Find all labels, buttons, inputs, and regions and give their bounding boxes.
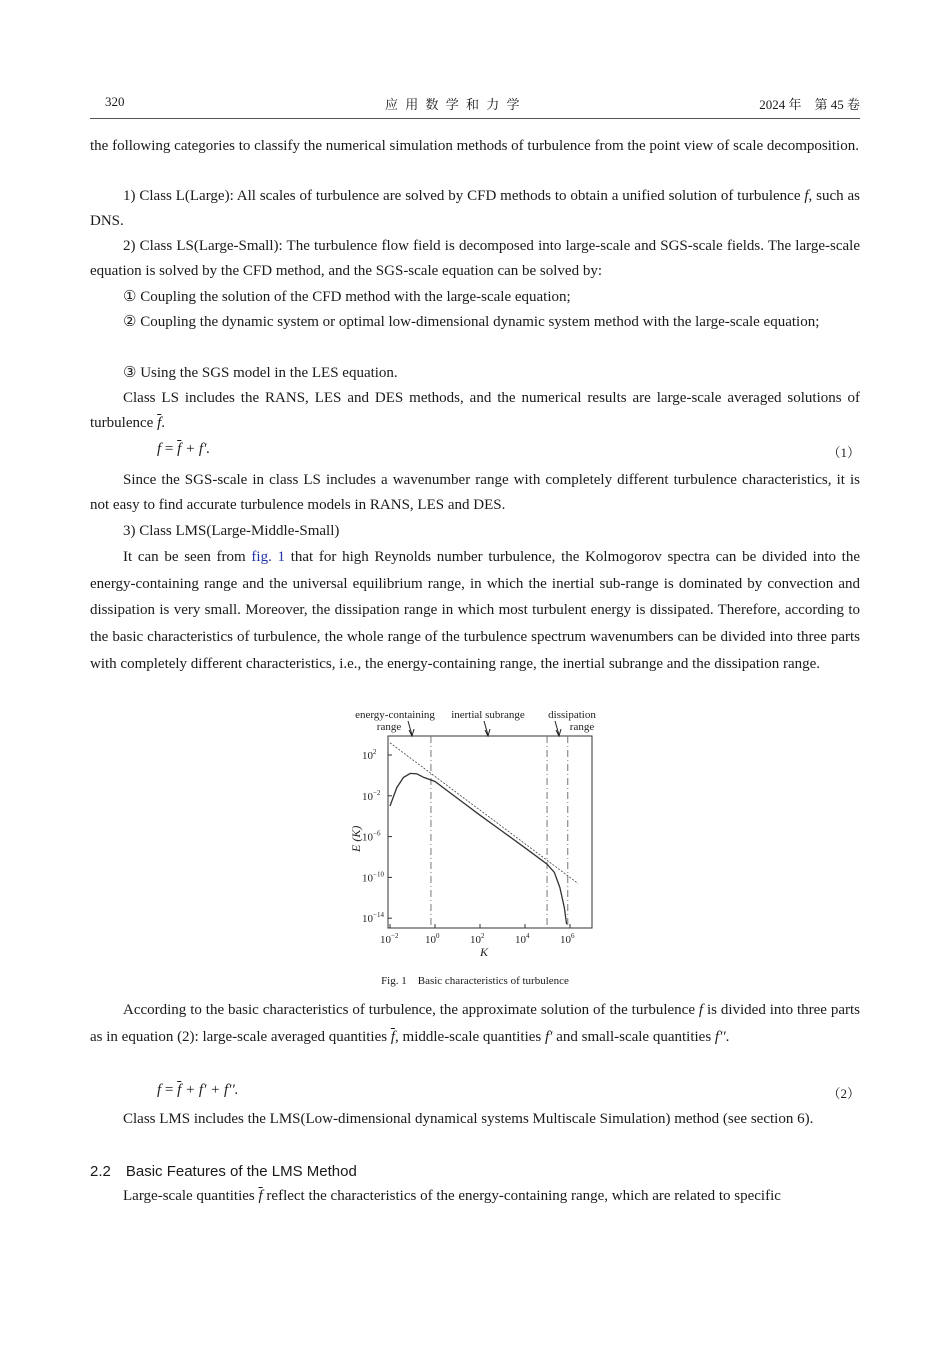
text: Class LS includes the RANS, LES and DES methods, and the numerical results are large-scale averaged solutions of turbulence xyxy=(90,390,860,431)
journal-title: 应 用 数 学 和 力 学 xyxy=(385,97,522,112)
text: It can be seen from xyxy=(123,549,252,565)
y-tick-label: $10^{-10}$ xyxy=(362,870,384,885)
equation-number: （2） xyxy=(827,1086,860,1101)
x-tick-label: $10^{-2}$ xyxy=(380,932,399,946)
list-item: ③ Using the SGS model in the LES equation. xyxy=(123,365,398,381)
x-axis-label: K xyxy=(480,945,489,959)
text: 1) Class L(Large): All scales of turbulence are solved by CFD methods to obtain a unified solution of turbulence xyxy=(123,188,805,204)
math-fbar: $\overline{f}$ xyxy=(157,415,162,431)
x-tick-label: $10^4$ xyxy=(515,932,530,946)
x-tick-label: $10^2$ xyxy=(470,932,485,946)
y-tick-label: $10^2$ xyxy=(362,748,377,762)
x-tick-label: $10^6$ xyxy=(560,932,575,946)
y-tick-label: $10^{-6}$ xyxy=(362,829,381,844)
paragraph: the following categories to classify the numerical simulation methods of turbulence from the point view of scale decomposition. xyxy=(90,138,859,154)
range-annotation: energy-containing xyxy=(355,709,435,721)
paragraph: 2) Class LS(Large-Small): The turbulence flow field is decomposed into large-scale and SGS-scale fields. The large-scale equation is solved by the CFD method, and the SGS-scale equation can be solved by: xyxy=(90,238,860,279)
page-number: 320 xyxy=(105,94,125,109)
range-annotation: range xyxy=(569,721,595,733)
plot-frame xyxy=(388,736,592,928)
paragraph: 3) Class LMS(Large-Middle-Small) xyxy=(123,523,340,539)
reference-line xyxy=(390,743,578,884)
volume-info: 2024 年 第 45 卷 xyxy=(759,97,860,112)
paragraph: Large-scale quantities $\overline{f}$ reflect the characteristics of the energy-containing range, which are related to specific xyxy=(123,1188,781,1204)
range-annotation: inertial subrange xyxy=(451,709,525,721)
equation-2: $f = \overline{f} + f' + f''$. xyxy=(157,1082,239,1098)
section-heading: 2.2 Basic Features of the LMS Method xyxy=(90,1163,357,1180)
text: that for high Reynolds number turbulence, the Kolmogorov spectra can be divided into the energy-containing range and the universal equilibrium range, in which the inertial sub-range is dominated by convection and dissipation is very small. Moreover, the dissipation range in which most turbulent energy is dissipated. Therefore, according to the basic characteristics of turbulence, the whole range of the turbulence spectrum wavenumbers can be divided into three parts with completely different characteristics, i.e., the energy-containing range, the inertial subrange and the dissipation range. xyxy=(90,549,861,672)
figure-caption: Fig. 1 Basic characteristics of turbulence xyxy=(381,975,569,987)
y-axis-label: E (K) xyxy=(349,825,363,852)
paragraph: According to the basic characteristics of turbulence, the approximate solution of the turbulence f is divided into three parts as in equation (2): large-scale averaged quantities $\overline{f}$, middle-scale quantities f′ and small-scale quantities f′′. xyxy=(90,1002,860,1045)
list-item: ① Coupling the solution of the CFD method with the large-scale equation; xyxy=(123,289,571,305)
range-annotation: range xyxy=(376,721,402,733)
spectrum-curve xyxy=(390,773,567,924)
equation-1: $f = \overline{f} + f'$. xyxy=(157,441,211,457)
x-tick-label: $10^0$ xyxy=(425,932,440,946)
text: . xyxy=(161,415,165,431)
equation-number: （1） xyxy=(827,445,860,460)
paragraph: Class LMS includes the LMS(Low-dimensional dynamical systems Multiscale Simulation) method (see section 6). xyxy=(123,1111,814,1127)
range-annotation: dissipation xyxy=(548,709,596,721)
text: , such as DNS. xyxy=(90,188,861,229)
paragraph: Since the SGS-scale in class LS includes a wavenumber range with completely different turbulence characteristics, it is not easy to find accurate turbulence models in RANS, LES and DES. xyxy=(90,472,860,513)
y-tick-label: $10^{-2}$ xyxy=(362,788,381,803)
figure-link[interactable]: fig. 1 xyxy=(251,549,286,565)
math-f: f xyxy=(804,188,809,204)
y-tick-label: $10^{-14}$ xyxy=(362,911,384,926)
list-item: ② Coupling the dynamic system or optimal low-dimensional dynamic system method with the large-scale equation; xyxy=(123,314,820,330)
